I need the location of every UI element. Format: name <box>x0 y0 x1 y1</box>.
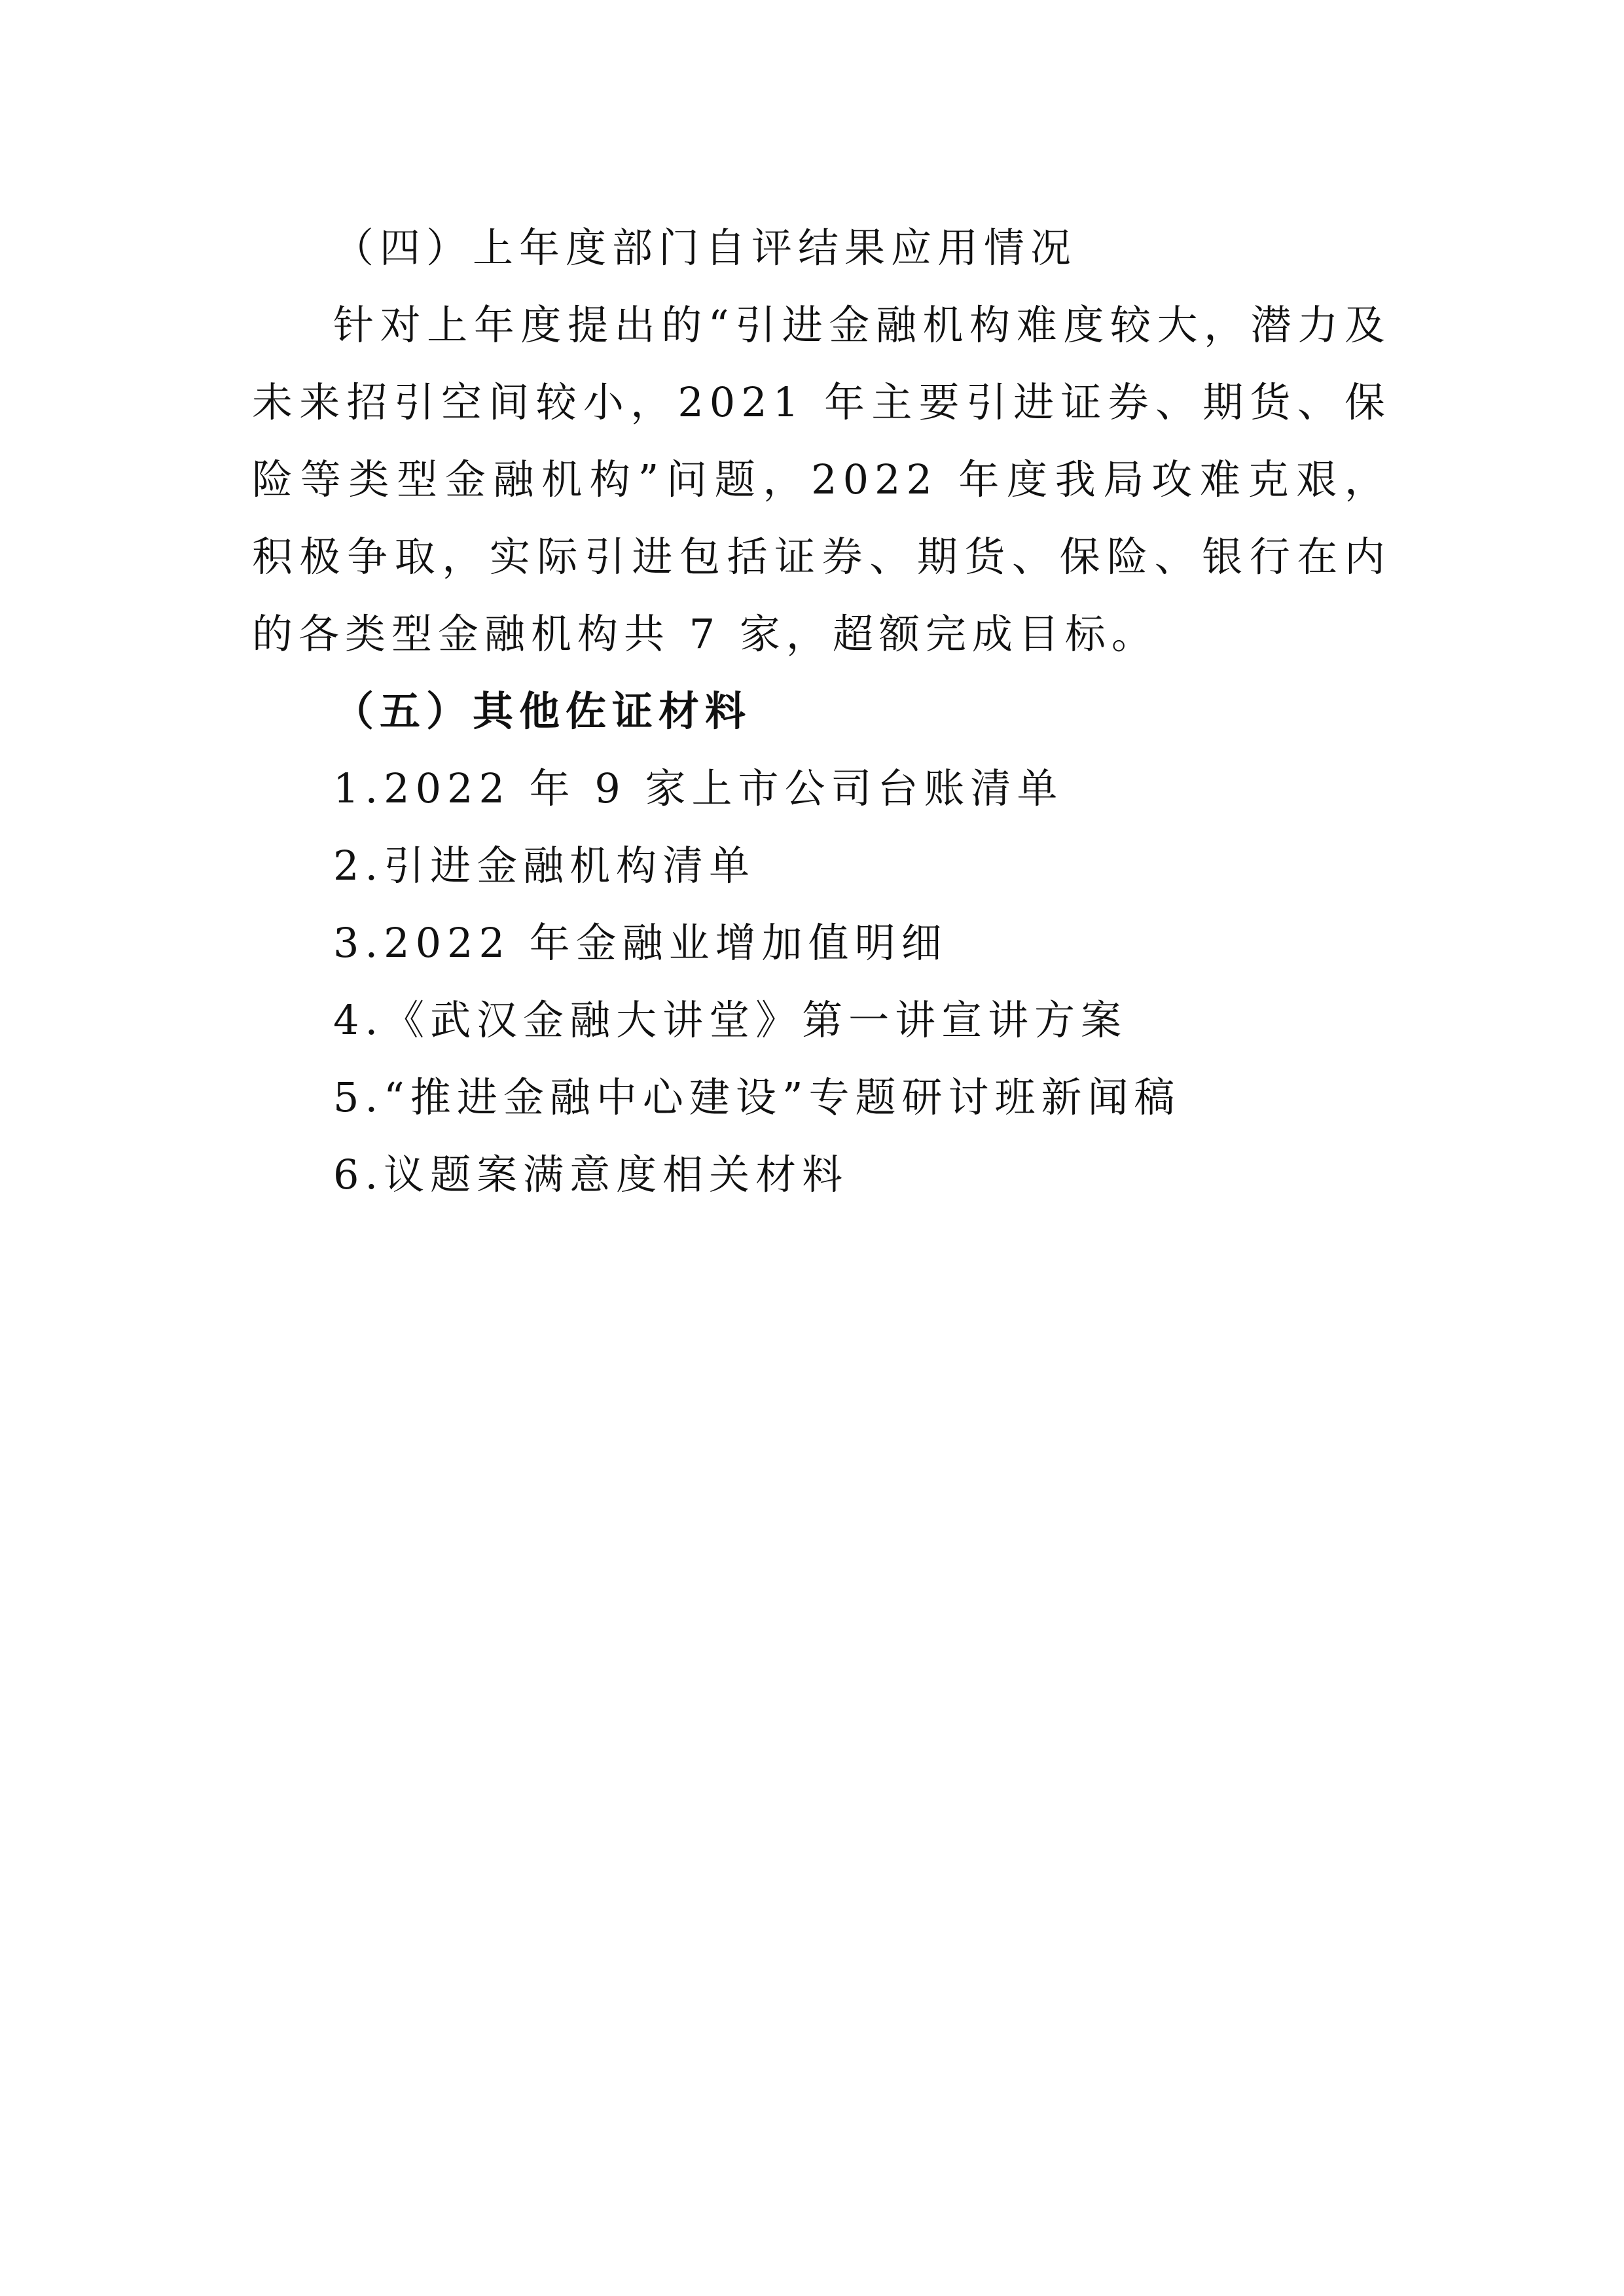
list-item: 3.2022 年金融业增加值明细 <box>333 919 948 967</box>
section-4-heading: （四）上年度部门自评结果应用情况 <box>333 224 1077 272</box>
list-item: 6.议题案满意度相关材料 <box>333 1151 849 1198</box>
list-item: 4.《武汉金融大讲堂》第一讲宣讲方案 <box>333 996 1128 1044</box>
evidence-list <box>252 750 1391 1213</box>
list-item: 1.2022 年 9 家上市公司台账清单 <box>333 764 1064 812</box>
list-item: 5.“推进金融中心建设”专题研讨班新闻稿 <box>333 1073 1181 1121</box>
document-body <box>252 209 1391 1213</box>
list-item: 2.引进金融机构清单 <box>333 842 756 889</box>
section-4-paragraph: 针对上年度提出的“引进金融机构难度较大，潜力及未来招引空间较小，2021 年主要引进证券、期货、保险等类型金融机构”问题，2022 年度我局攻难克艰，积极争取，实际引进包括证券、期货、保险、银行在内的各类型金融机构共 7 家，超额完成目标。 <box>252 301 1391 658</box>
section-5-heading: （五）其他佐证材料 <box>333 687 752 735</box>
